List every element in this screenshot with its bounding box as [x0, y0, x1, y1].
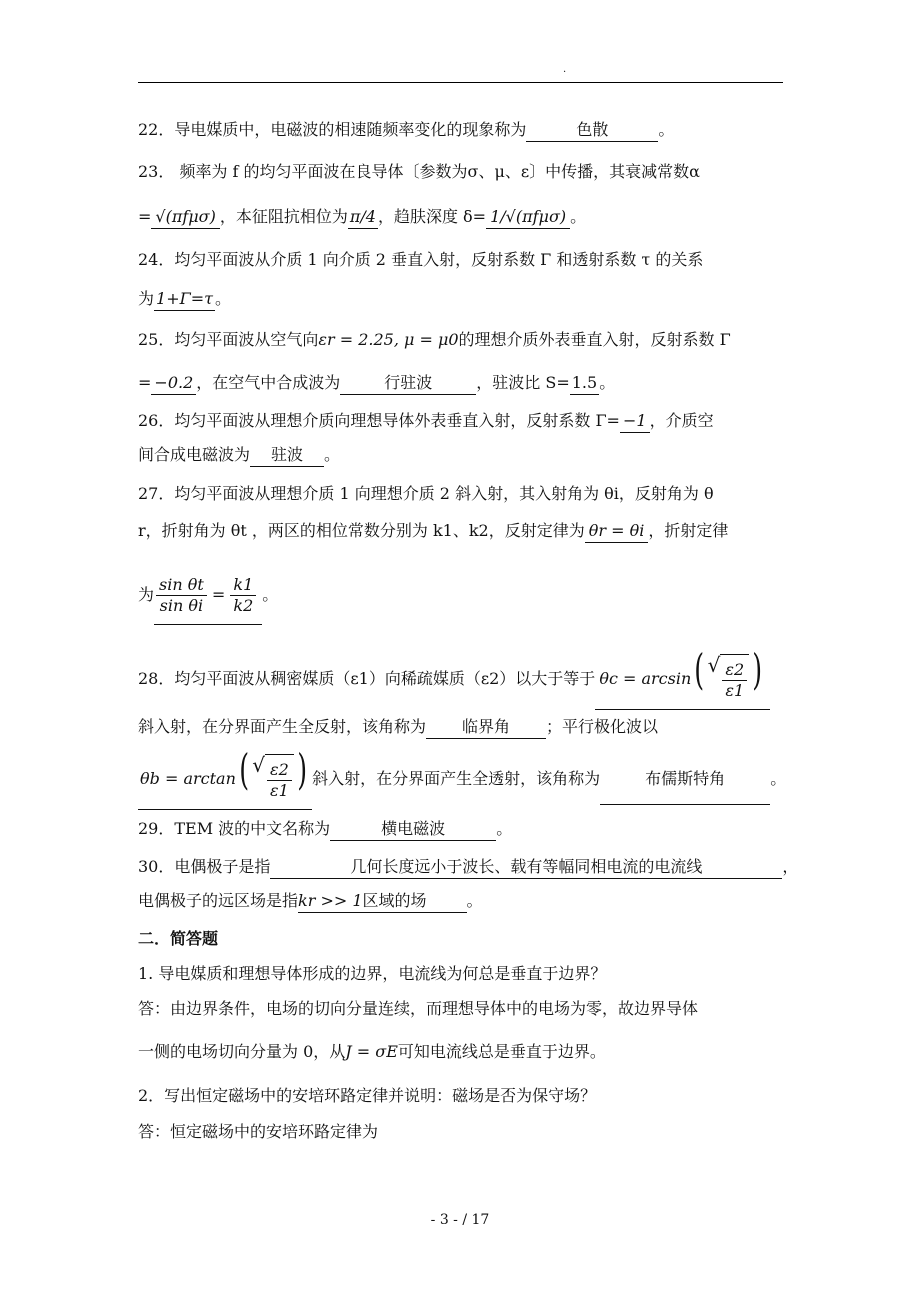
q27-k1: k1	[230, 575, 256, 596]
q25-suffix: 。	[599, 373, 616, 392]
short-question-1: 1. 导电媒质和理想导体形成的边界，电流线为何总是垂直于边界？	[138, 964, 607, 983]
question-26	[138, 410, 714, 433]
q25-ratio: 1.5	[570, 372, 599, 395]
q28-text-b: ；平行极化波以	[546, 717, 659, 736]
q23-alpha: √(πfμσ)	[151, 206, 219, 229]
q23-mid: ，本征阻抗相位为	[219, 207, 348, 226]
q22-suffix: 。	[658, 120, 675, 139]
q27-suffix: 。	[262, 585, 279, 604]
q23-eq: =	[138, 207, 152, 226]
q28-theta-c: θc = arcsin	[599, 669, 692, 688]
q23-suffix: 。	[570, 207, 587, 226]
s1-formula: J = σE	[345, 1042, 398, 1061]
q30-far: 区域的场	[362, 891, 427, 910]
q27-text-b: ，折射定律	[648, 521, 729, 540]
q27-sin-i: sin θi	[159, 596, 204, 615]
short-answer-2: 答：恒定磁场中的安培环路定律为	[138, 1122, 379, 1141]
s1-text-a: 一侧的电场切向分量为 0，从	[138, 1042, 346, 1061]
q27-k-frac	[230, 575, 256, 616]
q28-eps1-b: ε1	[270, 781, 289, 800]
question-23-line2	[138, 206, 586, 229]
q23-mid2: ，趋肤深度 δ=	[377, 207, 487, 226]
q28-eps2-b: ε2	[267, 760, 292, 781]
q29-answer: 横电磁波	[330, 818, 496, 841]
q28-brewster-formula: θb = arctan( √ $\frac{\varepsilon 2}{\varepsilon 1}$ )	[138, 750, 312, 810]
question-25-line2	[138, 372, 615, 395]
question-23: 23． 频率为 f 的均匀平面波在良导体〔参数为σ、μ、ε〕中传播，其衰减常数α	[138, 162, 700, 181]
q27-sin-frac	[156, 575, 207, 616]
q27-text-a: r，折射角为 θt ，两区的相位常数分别为 k1、k2，反射定律为	[138, 521, 585, 540]
question-27: 27．均匀平面波从理想介质 1 向理想介质 2 斜入射，其入射角为 θi，反射角为 θ	[138, 484, 714, 503]
q28-eps2: ε2	[722, 660, 747, 681]
question-28	[138, 645, 770, 710]
header-rule	[138, 82, 783, 83]
question-27-line3	[138, 568, 278, 625]
q27-sin-t: sin θt	[156, 575, 207, 596]
q28-eps-frac	[722, 660, 747, 701]
q30-line2: 电偶极子的远区场是指	[138, 891, 299, 910]
question-29	[138, 818, 512, 841]
q26-wave: 驻波	[250, 444, 324, 467]
q28-brewster-angle: 布儒斯特角	[600, 754, 770, 805]
q26-text-a: 26．均匀平面波从理想介质向理想导体外表垂直入射，反射系数 Γ=	[138, 411, 620, 430]
q28-critical-angle: 临界角	[426, 716, 546, 739]
s1-text-b: 可知电流线总是垂直于边界。	[397, 1042, 606, 1061]
q26-suffix: 。	[324, 445, 341, 464]
q25-text-b: 的理想介质外表垂直入射，反射系数 Γ	[458, 330, 731, 349]
question-28-line3	[138, 745, 787, 810]
q24-suffix: 。	[214, 289, 231, 308]
q25-condition: εr = 2.25, μ = μ0	[318, 330, 459, 349]
q30-text: 30．电偶极子是指	[138, 857, 271, 876]
question-22	[138, 119, 674, 142]
short-question-2: 2．写出恒定磁场中的安培环路定律并说明：磁场是否为保守场？	[138, 1086, 597, 1105]
question-24-line2	[138, 288, 231, 311]
question-30-line2	[138, 890, 483, 913]
question-25	[138, 329, 731, 351]
q28-suffix: 。	[770, 769, 787, 788]
short-answer-1-line2	[138, 1041, 606, 1063]
q28-text-c: 斜入射，在分界面产生全透射，该角称为	[312, 769, 601, 788]
q30-far-field	[298, 890, 467, 913]
question-24: 24．均匀平面波从介质 1 向介质 2 垂直入射，反射系数 Γ 和透射系数 τ 的关系	[138, 250, 704, 269]
q25-eq: =	[138, 373, 152, 392]
q26-gamma: −1	[620, 410, 650, 433]
question-27-line2	[138, 520, 728, 543]
q22-answer: 色散	[526, 119, 658, 142]
page-number: - 3 - / 17	[430, 1212, 490, 1228]
q22-text: 22．导电媒质中，电磁波的相速随频率变化的现象称为	[138, 120, 527, 139]
q30-answer: 几何长度远小于波长、载有等幅同相电流的电流线	[270, 856, 782, 879]
q26-text-b: ，介质空	[649, 411, 714, 430]
q30-kr: kr >> 1	[298, 891, 363, 910]
q24-answer: 1+Γ=τ	[154, 288, 215, 311]
q28-critical-formula: θc = arcsin( √ $\frac{\varepsilon 2}{\varepsilon 1}$ )	[595, 650, 769, 710]
q28-text-a: 斜入射，在分界面产生全反射，该角称为	[138, 717, 427, 736]
q28-eps1: ε1	[725, 681, 745, 700]
question-26-line2	[138, 444, 340, 467]
q30-comma: ，	[782, 857, 799, 876]
q28-theta-b: θb = arctan	[140, 769, 236, 788]
q29-text: 29．TEM 波的中文名称为	[138, 819, 331, 838]
question-28-line2	[138, 716, 658, 739]
q25-mid2: ，驻波比 S=	[476, 373, 570, 392]
short-answer-1-line1: 答：由边界条件，电场的切向分量连续，而理想导体中的电场为零，故边界导体	[138, 999, 699, 1018]
q25-wave: 行驻波	[340, 372, 476, 395]
q23-delta: 1/√(πfμσ)	[486, 206, 570, 229]
q30-suffix: 。	[466, 891, 483, 910]
q26-line2: 间合成电磁波为	[138, 445, 251, 464]
q27-reflection-law: θr = θi	[585, 520, 649, 543]
q23-phase: π/4	[348, 206, 378, 229]
q25-mid: ，在空气中合成波为	[196, 373, 341, 392]
q27-refraction-law: $\frac{\text{sin θt}}{\text{sin θi}}$ = $\frac{k1}{k2}$	[154, 568, 262, 625]
q28-text: 28．均匀平面波从稠密媒质（ε1）向稀疏媒质（ε2）以大于等于	[138, 669, 596, 688]
q27-k2: k2	[233, 596, 254, 615]
q29-suffix: 。	[496, 819, 513, 838]
q24-prefix: 为	[138, 289, 155, 308]
q25-gamma: −0.2	[151, 372, 196, 395]
question-30	[138, 856, 798, 879]
header-dot: .	[563, 64, 567, 75]
q27-line3: 为	[138, 585, 155, 604]
section-title: 二．简答题	[138, 929, 219, 948]
q25-text-a: 25．均匀平面波从空气向	[138, 330, 319, 349]
